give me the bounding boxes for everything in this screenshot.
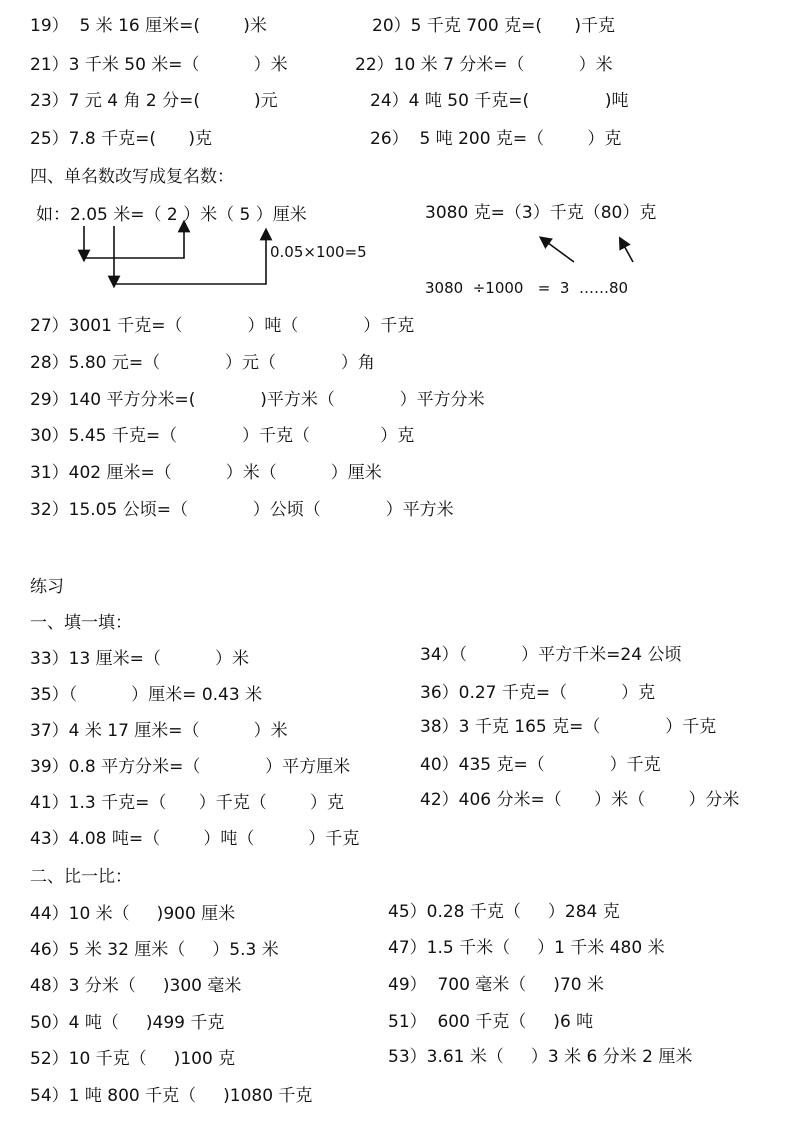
- problem-22: 22）10 米 7 分米=（ ）米: [355, 55, 613, 75]
- problem-33: 33）13 厘米=（ ）米: [30, 649, 249, 669]
- arrow-to-g: [622, 242, 633, 262]
- problem-46: 46）5 米 32 厘米（ ）5.3 米: [30, 940, 279, 960]
- up-arrow-decimal: [114, 234, 266, 284]
- problem-45: 45）0.28 千克（ ）284 克: [388, 902, 620, 922]
- problem-43: 43）4.08 吨=（ ）吨（ ）千克: [30, 829, 360, 849]
- example-calc: 0.05×100=5: [270, 243, 367, 261]
- problem-42: 42）406 分米=（ ）米（ ）分米: [420, 790, 740, 810]
- problem-38: 38）3 千克 165 克=（ ）千克: [420, 717, 717, 737]
- problem-44: 44）10 米（ )900 厘米: [30, 904, 236, 924]
- problem-32: 32）15.05 公顷=（ ）公顷（ ）平方米: [30, 500, 454, 520]
- problem-52: 52）10 千克（ )100 克: [30, 1049, 236, 1069]
- problem-53: 53）3.61 米（ ）3 米 6 分米 2 厘米: [388, 1047, 693, 1067]
- problem-24: 24）4 吨 50 千克=( )吨: [370, 91, 629, 111]
- example2-text: 3080 克=（3）千克（80）克: [425, 203, 657, 223]
- arrow-to-kg: [544, 240, 574, 262]
- problem-34: 34）（ ）平方千米=24 公顷: [420, 645, 682, 665]
- part1-title: 一、填一填：: [30, 613, 132, 633]
- problem-50: 50）4 吨（ )499 千克: [30, 1013, 225, 1033]
- problem-23: 23）7 元 4 角 2 分=( )元: [30, 91, 278, 111]
- problem-29: 29）140 平方分米=( )平方米（ ）平方分米: [30, 390, 485, 410]
- section-4-title: 四、单名数改写成复名数：: [30, 167, 234, 187]
- problem-41: 41）1.3 千克=（ ）千克（ ）克: [30, 793, 344, 813]
- problem-48: 48）3 分米（ )300 毫米: [30, 976, 242, 996]
- problem-35: 35）（ ）厘米= 0.43 米: [30, 685, 263, 705]
- problem-36: 36）0.27 千克=（ ）克: [420, 683, 656, 703]
- problem-37: 37）4 米 17 厘米=（ ）米: [30, 721, 288, 741]
- problem-27: 27）3001 千克=（ ）吨（ ）千克: [30, 316, 415, 336]
- problem-54: 54）1 吨 800 千克（ )1080 千克: [30, 1086, 313, 1106]
- problem-30: 30）5.45 千克=（ ）千克（ ）克: [30, 426, 415, 446]
- problem-51: 51） 600 千克（ )6 吨: [388, 1012, 594, 1032]
- problem-19: 19） 5 米 16 厘米=( )米: [30, 16, 267, 36]
- problem-25: 25）7.8 千克=( )克: [30, 129, 213, 149]
- part2-title: 二、比一比：: [30, 867, 132, 887]
- problem-28: 28）5.80 元=（ ）元（ ）角: [30, 353, 375, 373]
- problem-39: 39）0.8 平方分米=（ ）平方厘米: [30, 757, 351, 777]
- example2-division: 3080 ÷1000 = 3 ……80: [425, 279, 629, 297]
- problem-21: 21）3 千米 50 米=（ ）米: [30, 55, 288, 75]
- problem-49: 49） 700 毫米（ )70 米: [388, 975, 604, 995]
- problem-26: 26） 5 吨 200 克=（ ）克: [370, 129, 622, 149]
- problem-47: 47）1.5 千米（ ）1 千米 480 米: [388, 938, 665, 958]
- problem-40: 40）435 克=（ ）千克: [420, 755, 661, 775]
- practice-title: 练习: [30, 577, 64, 597]
- problem-20: 20）5 千克 700 克=( )千克: [372, 16, 616, 36]
- example-text: 如：2.05 米=（ 2 ）米（ 5 ）厘米: [36, 205, 307, 225]
- problem-31: 31）402 厘米=（ ）米（ ）厘米: [30, 463, 382, 483]
- up-arrow-integer: [84, 226, 184, 258]
